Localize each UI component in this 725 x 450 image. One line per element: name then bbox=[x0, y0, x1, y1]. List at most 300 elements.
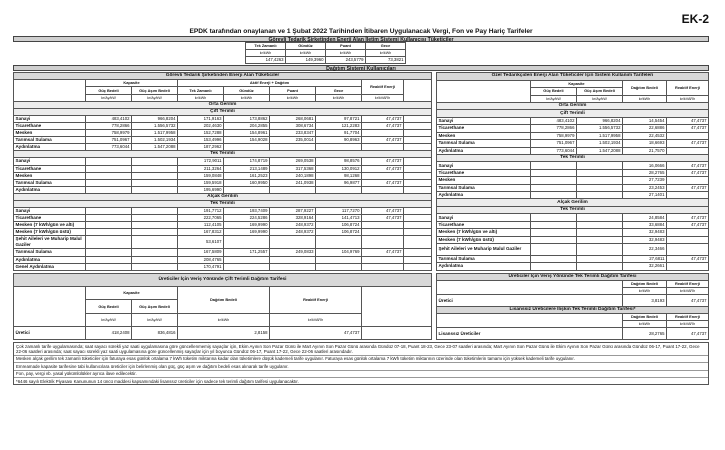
table-row bbox=[14, 186, 432, 193]
table-row bbox=[436, 162, 708, 169]
tariff-value: 773,6044 bbox=[86, 144, 132, 151]
table-row bbox=[436, 236, 708, 243]
table-row bbox=[14, 200, 432, 207]
tariff-value: 90,8963 bbox=[316, 137, 362, 144]
tariff-value bbox=[362, 186, 404, 193]
tariff-value: 204,2855 bbox=[224, 122, 270, 129]
empty-cell bbox=[530, 184, 576, 191]
tariff-value: 966,8204 bbox=[576, 117, 622, 124]
tariff-value: 121,2283 bbox=[316, 122, 362, 129]
producer-single-distribution-header: Dağıtım Bedeli bbox=[622, 280, 666, 287]
tariff-value: 47,4737 bbox=[362, 208, 404, 215]
empty-cell bbox=[132, 222, 178, 229]
empty-cell bbox=[404, 80, 432, 101]
tariff-value: 171,9163 bbox=[178, 115, 224, 122]
empty-cell bbox=[576, 162, 622, 169]
row-label: Sanayi bbox=[436, 117, 530, 124]
tariff-value bbox=[666, 262, 708, 270]
empty-cell bbox=[530, 262, 576, 270]
tariff-value bbox=[316, 144, 362, 151]
tariff-value bbox=[666, 243, 708, 255]
tariff-value: 154,9028 bbox=[224, 137, 270, 144]
tariff-value: 287,9227 bbox=[270, 208, 316, 215]
tariff-value: 47,4737 bbox=[666, 221, 708, 228]
table-row bbox=[246, 57, 406, 64]
table-row bbox=[436, 184, 708, 191]
empty-cell bbox=[132, 215, 178, 222]
unit-label: kr/kWh bbox=[316, 94, 362, 101]
empty-cell bbox=[576, 221, 622, 228]
tariff-value: 47,4737 bbox=[362, 165, 404, 172]
tariff-value: 249,0833 bbox=[270, 249, 316, 256]
table-row bbox=[436, 125, 708, 132]
empty-cell bbox=[530, 229, 576, 236]
table-row bbox=[436, 110, 708, 117]
column-header: Tek Zamanlı bbox=[178, 87, 224, 94]
tariff-value: 154,8961 bbox=[224, 130, 270, 137]
unlicensed-producers-title: Lisanssız Üreticilere İlişkin Tek Terimli Dağıtım Tarifesi* bbox=[436, 307, 708, 314]
tariff-value: 47,4737 bbox=[362, 179, 404, 186]
empty-cell bbox=[576, 184, 622, 191]
column-header: Gece bbox=[316, 87, 362, 94]
tariff-value: 112,4105 bbox=[178, 222, 224, 229]
tariff-value: 27,1401 bbox=[622, 192, 666, 199]
unit-label: kr/kVARh bbox=[270, 313, 362, 326]
empty-cell bbox=[576, 243, 622, 255]
column-header: Güç Bedeli bbox=[86, 87, 132, 94]
tariff-value: 106,8724 bbox=[316, 222, 362, 229]
empty-cell bbox=[86, 172, 132, 179]
tariff-value: 32,2661 bbox=[622, 262, 666, 270]
tariff-value: 47,4737 bbox=[666, 140, 708, 147]
row-label: Ticarethane bbox=[436, 169, 530, 176]
table-row bbox=[436, 140, 708, 147]
meter-value: 149,3960 bbox=[286, 57, 326, 64]
row-label: Ticarethane bbox=[14, 215, 86, 222]
tariff-value: 22,3466 bbox=[622, 243, 666, 255]
empty-cell bbox=[404, 186, 432, 193]
empty-cell bbox=[86, 263, 132, 270]
row-label: Ticarethane bbox=[14, 122, 86, 129]
table-row bbox=[436, 255, 708, 262]
table-row bbox=[14, 229, 432, 236]
column-header: Güç Aşım Bedeli bbox=[132, 87, 178, 94]
producer-capacity-header: Kapasite bbox=[86, 287, 178, 300]
tariff-value: 47,4737 bbox=[666, 169, 708, 176]
unit-label: kr/Ay/kW bbox=[86, 94, 132, 101]
unit-label: kr/kWh bbox=[178, 94, 224, 101]
tariff-value: 152,7288 bbox=[178, 130, 224, 137]
tariff-value bbox=[224, 236, 270, 249]
notes-box bbox=[13, 342, 709, 385]
table-row bbox=[436, 102, 708, 109]
empty-cell bbox=[530, 162, 576, 169]
tariff-value: 248,9372 bbox=[270, 229, 316, 236]
tariff-value: 106,8724 bbox=[316, 229, 362, 236]
tariff-value bbox=[666, 229, 708, 236]
empty-cell bbox=[404, 215, 432, 222]
row-label: Aydınlatma bbox=[14, 186, 86, 193]
section-medium-voltage: Orta Gerilim bbox=[436, 102, 708, 109]
producer-single-row-label: Üretici bbox=[436, 295, 622, 307]
tariff-value bbox=[666, 236, 708, 243]
empty-cell bbox=[132, 236, 178, 249]
supplier-tariff-table bbox=[13, 72, 432, 270]
tariff-value: 47,4737 bbox=[362, 137, 404, 144]
table-row bbox=[14, 263, 432, 270]
tariff-value: 187,2962 bbox=[178, 144, 224, 151]
tariff-value: 167,8312 bbox=[178, 229, 224, 236]
empty-cell bbox=[404, 158, 432, 165]
table-row bbox=[14, 80, 432, 87]
tariff-value: 22,6886 bbox=[622, 125, 666, 132]
producer-distribution-header: Dağıtım Bedeli bbox=[178, 287, 270, 314]
tariff-value bbox=[316, 263, 362, 270]
tariff-value: 47,4737 bbox=[666, 125, 708, 132]
tariff-value: 778,2866 bbox=[86, 122, 132, 129]
empty-cell bbox=[404, 179, 432, 186]
empty-cell bbox=[404, 236, 432, 249]
tariff-value: 32,9483 bbox=[622, 229, 666, 236]
empty-cell bbox=[576, 255, 622, 262]
empty-cell bbox=[14, 80, 86, 101]
table-row bbox=[14, 193, 432, 200]
tariff-value: 269,0538 bbox=[270, 158, 316, 165]
tariff-value: 1.517,9958 bbox=[132, 130, 178, 137]
row-label: Aydınlatma bbox=[436, 147, 530, 154]
table-row bbox=[436, 169, 708, 176]
table-row bbox=[436, 132, 708, 139]
unit-label: kr/kWh bbox=[286, 50, 326, 57]
empty-cell bbox=[132, 229, 178, 236]
table-row bbox=[436, 192, 708, 199]
empty-cell bbox=[404, 115, 432, 122]
table-row bbox=[14, 108, 432, 115]
tariff-value bbox=[666, 132, 708, 139]
meter-value: 147,4263 bbox=[246, 57, 286, 64]
section-medium-voltage: Orta Gerilim bbox=[14, 101, 432, 108]
tariff-value: 47,4737 bbox=[362, 215, 404, 222]
section-double-term: Çift Terimli bbox=[436, 110, 708, 117]
table-row bbox=[436, 206, 708, 213]
unit-label: kr/kVARh bbox=[666, 321, 708, 328]
tariff-value: 22,4532 bbox=[622, 132, 666, 139]
empty-cell bbox=[404, 249, 432, 256]
table-row bbox=[436, 73, 708, 80]
producer-double-term-title: Üreticiler İçin Veriş Yönünde Çift Terimli Dağıtım Tarifesi bbox=[14, 273, 432, 286]
tariff-value bbox=[666, 177, 708, 184]
tariff-value: 169,9990 bbox=[224, 229, 270, 236]
right-table-title: Özel Tedarikçiden Enerji Alan Tüketiciler İçin Sistem Kullanım Tarifeleri bbox=[436, 73, 708, 80]
empty-cell bbox=[530, 221, 576, 228]
meter-header: Tek Zamanlı bbox=[246, 43, 286, 50]
table-row bbox=[14, 122, 432, 129]
note: Çok zamanlı tarife uygulamasında; saat sayacı sürekli yaz saati uygulamasına göre güncellenmemiş sayaçlar için, Ekim Ayının Son Pazar Günü ile Mart Ayının Son Pazar Günü arasında Gündüz 07-18, Puant 18-23, Gece 23-07 saatleri arasında; Mart Ayının Son Pazar Günü ile Ekim Ayının Son Pazar Günü arasında Gündüz 06-17, Puant 17-22, Gece 22-06 saatleri arasında; saat sayacı sürekli yaz saati uygulamasına göre güncellenmiş sayaçlar için yıl boyunca Gündüz 06-17, Puant 17-22, Gece 22-06 saatleri arasındadır. bbox=[14, 343, 708, 356]
tariff-value: 117,7270 bbox=[316, 208, 362, 215]
tariff-value: 27,6811 bbox=[622, 255, 666, 262]
unit-label: kr/kWh bbox=[366, 50, 406, 57]
tariff-value: 18,6693 bbox=[622, 140, 666, 147]
tariff-value: 47,4737 bbox=[666, 117, 708, 124]
tariff-value: 172,9011 bbox=[178, 158, 224, 165]
tariff-value: 1.556,5732 bbox=[132, 122, 178, 129]
row-label: Şehit Aileleri ve Muharip Malul Gaziler bbox=[436, 243, 530, 255]
producer-overrun-fee-header: Güç Aşım Bedeli bbox=[132, 300, 178, 313]
tariff-value: 308,6734 bbox=[270, 122, 316, 129]
empty-cell bbox=[530, 236, 576, 243]
empty-cell bbox=[132, 208, 178, 215]
table-row bbox=[436, 177, 708, 184]
tariff-value bbox=[224, 256, 270, 263]
tariff-value bbox=[316, 186, 362, 193]
tariff-value: 328,9164 bbox=[270, 215, 316, 222]
tariff-value: 24,8584 bbox=[622, 214, 666, 221]
tariff-value: 1.517,9958 bbox=[576, 132, 622, 139]
table-row bbox=[436, 229, 708, 236]
tariff-value: 758,9979 bbox=[86, 130, 132, 137]
note: Emreamade kapasite tarifesine tabi kullanıcılara üreticiler için belirlenmiş olan güç, güç aşım ve dağıtım bedeli esas alınarak tarife uygulanır. bbox=[14, 363, 708, 370]
meter-header: Gündüz bbox=[286, 43, 326, 50]
tariff-value: 27,7239 bbox=[622, 177, 666, 184]
producer-row-label: Üretici bbox=[14, 326, 86, 339]
empty-cell bbox=[576, 169, 622, 176]
tariff-value: 23,2453 bbox=[622, 184, 666, 191]
tariff-value: 1.502,1934 bbox=[576, 140, 622, 147]
unit-label: kr/kVARh bbox=[666, 95, 708, 102]
tariff-value bbox=[316, 256, 362, 263]
producer-single-reactive-header: Reaktif Enerji bbox=[666, 280, 708, 287]
tariff-value: 153,4996 bbox=[178, 137, 224, 144]
system-usage-tariff-table bbox=[436, 72, 709, 270]
empty-cell bbox=[404, 144, 432, 151]
tariff-value bbox=[362, 130, 404, 137]
meter-value: 73,3821 bbox=[366, 57, 406, 64]
tariff-value: 268,0681 bbox=[270, 115, 316, 122]
table-row bbox=[14, 215, 432, 222]
tariff-value: 202,4630 bbox=[178, 122, 224, 129]
empty-cell bbox=[86, 165, 132, 172]
tariff-value: 53,6107 bbox=[178, 236, 224, 249]
table-row bbox=[14, 73, 432, 80]
row-label: Aydınlatma bbox=[436, 262, 530, 270]
empty-cell bbox=[86, 208, 132, 215]
unit-label: kr/kWh bbox=[246, 50, 286, 57]
tariff-value: 191,7712 bbox=[178, 208, 224, 215]
tariff-value: 98,1268 bbox=[316, 172, 362, 179]
tariff-value: 213,1489 bbox=[224, 165, 270, 172]
empty-cell bbox=[530, 243, 576, 255]
column-header: Puant bbox=[270, 87, 316, 94]
tariff-value: 167,5809 bbox=[178, 249, 224, 256]
row-label: Aydınlatma bbox=[14, 144, 86, 151]
empty-cell bbox=[86, 158, 132, 165]
table-row bbox=[436, 199, 708, 206]
row-label: Genel Aydınlatma bbox=[14, 263, 86, 270]
tariff-value: 160,9950 bbox=[224, 179, 270, 186]
section-double-term: Çift Terimli bbox=[14, 108, 432, 115]
empty-cell bbox=[436, 80, 530, 102]
empty-cell bbox=[576, 192, 622, 199]
row-label: Sanayi bbox=[436, 214, 530, 221]
table-row bbox=[14, 179, 432, 186]
tariff-value: 193,7409 bbox=[224, 208, 270, 215]
empty-cell bbox=[404, 208, 432, 215]
table-row bbox=[436, 214, 708, 221]
producer-single-reactive-fee: 47,4737 bbox=[666, 295, 708, 307]
row-label: Tarımsal Sulama bbox=[14, 179, 86, 186]
empty-cell bbox=[86, 179, 132, 186]
tariff-value: 14,5454 bbox=[622, 117, 666, 124]
empty-cell bbox=[530, 214, 576, 221]
tariff-value: 483,4102 bbox=[86, 115, 132, 122]
row-label: Mesken (7 kWh/gün üstü) bbox=[436, 236, 530, 243]
section-single-term: Tek Terimli bbox=[436, 206, 708, 213]
empty-cell bbox=[530, 255, 576, 262]
row-label: Mesken bbox=[14, 172, 86, 179]
tariff-value: 174,8719 bbox=[224, 158, 270, 165]
tariff-value bbox=[666, 147, 708, 154]
table-row bbox=[14, 249, 432, 256]
tariff-value bbox=[362, 236, 404, 249]
tariff-value: 170,4791 bbox=[178, 263, 224, 270]
tariff-value: 141,4713 bbox=[316, 215, 362, 222]
tariff-value: 16,0666 bbox=[622, 162, 666, 169]
tariff-value bbox=[362, 144, 404, 151]
unit-label: kr/kVARh bbox=[362, 94, 404, 101]
empty-cell bbox=[404, 165, 432, 172]
unit-label: kr/kWh bbox=[622, 95, 666, 102]
unit-label: kr/Ay/kW bbox=[132, 94, 178, 101]
tariff-value: 235,0014 bbox=[270, 137, 316, 144]
unit-label: kr/kVARh bbox=[666, 287, 708, 294]
table-row bbox=[436, 262, 708, 270]
tariff-value bbox=[362, 172, 404, 179]
tariff-value: 47,4737 bbox=[666, 184, 708, 191]
table-row bbox=[246, 43, 406, 50]
empty-cell bbox=[576, 177, 622, 184]
empty-cell bbox=[86, 236, 132, 249]
row-label: Şehit Aileleri ve Muharip Malul Gaziler bbox=[14, 236, 86, 249]
unit-label: kr/Ay/kW bbox=[86, 313, 132, 326]
tariff-value: 47,4737 bbox=[362, 115, 404, 122]
producer-power-fee-header: Güç Bedeli bbox=[86, 300, 132, 313]
tariff-value bbox=[270, 256, 316, 263]
table-row bbox=[436, 147, 708, 154]
meter-value: 243,5779 bbox=[326, 57, 366, 64]
empty-cell bbox=[132, 186, 178, 193]
tariff-value: 1.547,2088 bbox=[132, 144, 178, 151]
reactive-energy-header: Reaktif Enerji bbox=[666, 80, 708, 95]
capacity-header: Kapasite bbox=[86, 80, 178, 87]
empty-cell bbox=[86, 215, 132, 222]
tariff-value: 751,0967 bbox=[86, 137, 132, 144]
tariff-value: 96,9877 bbox=[316, 179, 362, 186]
tariff-value: 97,8721 bbox=[316, 115, 362, 122]
tariff-value: 47,4737 bbox=[362, 249, 404, 256]
unit-label: kr/kWh bbox=[326, 50, 366, 57]
table-row bbox=[14, 222, 432, 229]
tariff-value: 751,0967 bbox=[530, 140, 576, 147]
row-label: Tarımsal Sulama bbox=[14, 249, 86, 256]
empty-cell bbox=[132, 172, 178, 179]
table-row bbox=[436, 80, 708, 87]
empty-cell bbox=[132, 165, 178, 172]
empty-cell bbox=[576, 214, 622, 221]
row-label: Sanayi bbox=[14, 158, 86, 165]
row-label: Sanayi bbox=[14, 208, 86, 215]
tariff-value bbox=[224, 144, 270, 151]
empty-cell bbox=[132, 256, 178, 263]
section-low-voltage: Alçak Gerilim bbox=[14, 193, 432, 200]
table-row bbox=[14, 165, 432, 172]
reactive-energy-header: Reaktif Enerji bbox=[362, 80, 404, 94]
empty-cell bbox=[86, 229, 132, 236]
unlicensed-reactive-fee: 47,4737 bbox=[666, 328, 708, 340]
row-label: Tarımsal Sulama bbox=[14, 137, 86, 144]
empty-cell bbox=[86, 256, 132, 263]
left-table-title: Görevli Tedarik Şirketinden Enerji Alan Tüketiciler bbox=[14, 73, 432, 80]
producer-distribution-fee: 2,8158 bbox=[178, 326, 270, 339]
tariff-value bbox=[362, 229, 404, 236]
tariff-value bbox=[362, 263, 404, 270]
row-label: Aydınlatma bbox=[14, 256, 86, 263]
table-row bbox=[436, 243, 708, 255]
column-header: Güç Aşım Bedeli bbox=[576, 88, 622, 95]
row-label: Mesken (7 kWh/gün üstü) bbox=[14, 229, 86, 236]
tariff-value: 222,7065 bbox=[178, 215, 224, 222]
tariff-value: 47,4737 bbox=[362, 122, 404, 129]
table-row bbox=[14, 172, 432, 179]
tariff-value: 224,5286 bbox=[224, 215, 270, 222]
tariff-value bbox=[270, 186, 316, 193]
tariff-value bbox=[270, 263, 316, 270]
empty-cell bbox=[576, 262, 622, 270]
empty-cell bbox=[132, 263, 178, 270]
tariff-value: 32,9483 bbox=[622, 236, 666, 243]
tariff-value: 248,9372 bbox=[270, 222, 316, 229]
tariff-value: 211,3264 bbox=[178, 165, 224, 172]
unlicensed-reactive-header: Reaktif Enerji bbox=[666, 314, 708, 321]
empty-cell bbox=[576, 229, 622, 236]
distribution-section-title: Dağıtım Sistemi Kullanıcıları bbox=[13, 65, 709, 71]
tariff-value: 483,4102 bbox=[530, 117, 576, 124]
distribution-fee-header: Dağıtım Bedeli bbox=[622, 80, 666, 95]
table-row bbox=[436, 221, 708, 228]
unit-label: kr/Ay/kW bbox=[132, 313, 178, 326]
empty-cell bbox=[404, 172, 432, 179]
tariff-value: 241,0938 bbox=[270, 179, 316, 186]
tariff-value: 317,5368 bbox=[270, 165, 316, 172]
row-label: Mesken (7 kWh/gün ve altı) bbox=[14, 222, 86, 229]
tariff-value bbox=[270, 144, 316, 151]
empty-cell bbox=[132, 158, 178, 165]
unit-label: kr/kWh bbox=[622, 287, 666, 294]
row-label: Ticarethane bbox=[436, 125, 530, 132]
section-single-term: Tek Terimli bbox=[14, 200, 432, 207]
meter-table bbox=[245, 42, 406, 64]
empty-cell bbox=[86, 222, 132, 229]
table-row bbox=[14, 158, 432, 165]
row-label: Sanayi bbox=[436, 162, 530, 169]
empty-cell bbox=[132, 249, 178, 256]
tariff-value bbox=[224, 263, 270, 270]
empty-cell bbox=[576, 236, 622, 243]
note: Fon, pay, vergi vb. yasal yükümlülükler ayrıca ilave edilecektir. bbox=[14, 371, 708, 378]
row-label: Mesken bbox=[436, 132, 530, 139]
empty-cell bbox=[132, 179, 178, 186]
tariff-value: 21,7570 bbox=[622, 147, 666, 154]
empty-cell bbox=[404, 229, 432, 236]
